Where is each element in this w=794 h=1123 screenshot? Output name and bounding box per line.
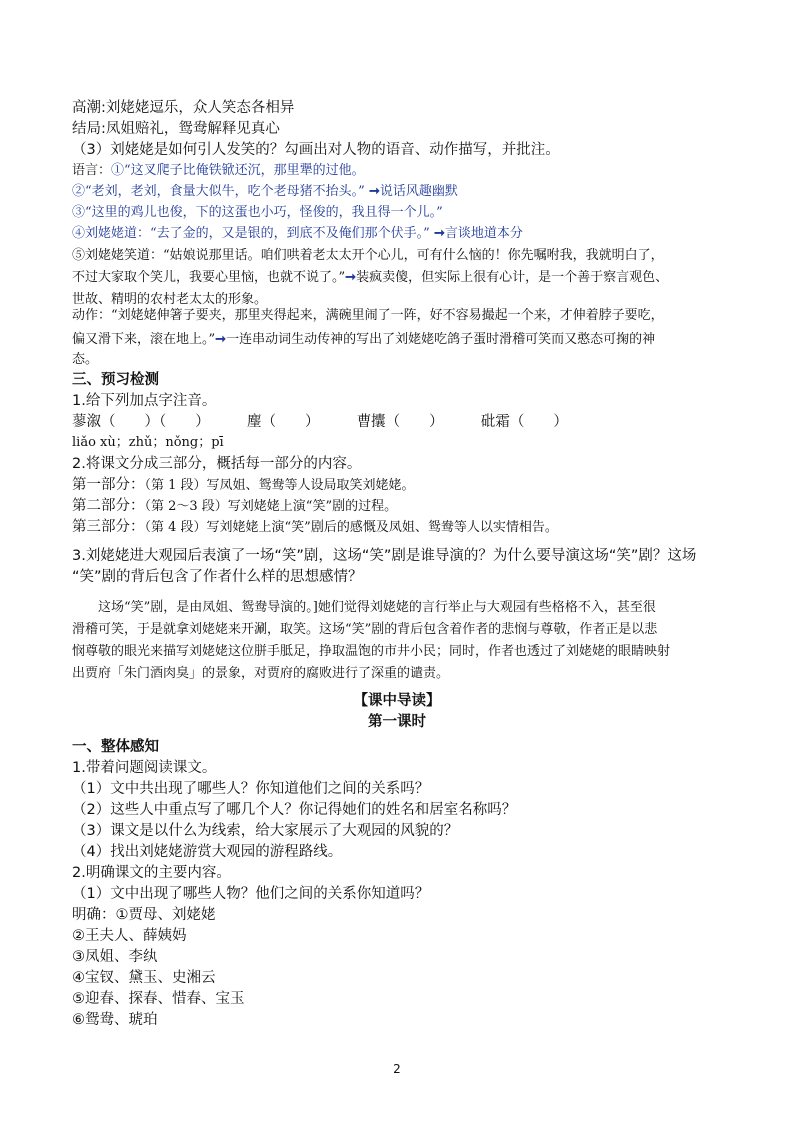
- item4-note: 言谈地道本分: [444, 226, 523, 241]
- clarify-label: 明确：: [72, 907, 116, 923]
- action-line-b: 偏又滑下来，滚在地上。”➞一连串动词生动传神的写出了刘姥姥吃鸽子蛋时滑稽可笑而又憨态可掬的神: [72, 332, 656, 347]
- lesson-title: 第一课时: [368, 714, 426, 730]
- plot-ending: 结局:凤姐赔礼，鸳鸯解释见真心: [72, 121, 280, 137]
- language-item2: ②“老刘，老刘，食量大似牛，吃个老母猪不抬头。” ➞说话风趣幽默: [72, 184, 458, 199]
- people-6: ⑥鸳鸯、琥珀: [72, 1012, 158, 1028]
- answer-line-c: 悯尊敬的眼光来描写刘姥姥这位胼手胝足，挣取温饱的市井小民；同时，作者也透过了刘姥姥的眼睛映射: [72, 644, 671, 659]
- section3-title: 三、预习检测: [72, 372, 159, 388]
- language-item5b: 不过大家取个笑儿，我要心里恼，也就不说了。”➞装疯卖傻，但实际上很有心计，是一个善于察言观色、: [72, 270, 669, 285]
- answer-line-d: 出贾府「朱门酒肉臭」的景象，对贾府的腐败进行了深重的谴责。: [72, 666, 450, 681]
- action-note-a: 一连串动词生动传神的写出了刘姥姥吃鸽子蛋时滑稽可笑而又憨态可掬的神: [226, 332, 656, 347]
- arrow-icon: ➞: [345, 270, 357, 285]
- q3-question: （3）刘姥姥是如何引人发笑的？勾画出对人物的语音、动作描写，并批注。: [72, 142, 560, 158]
- section3-q2: 2.将课文分成三部分，概括每一部分的内容。: [72, 456, 362, 472]
- item5-note: 装疯卖傻，但实际上很有心计，是一个善于察言观色、: [356, 270, 669, 285]
- arrow-icon: ➞: [433, 226, 445, 241]
- word-4: 砒霜（ ）: [480, 414, 568, 430]
- section3-q3b: “笑”剧的背后包含了作者什么样的思想感情？: [72, 569, 363, 585]
- section1-q1: 1.带着问题阅读课文。: [72, 760, 217, 776]
- section3-q1: 1.给下列加点字注音。: [72, 393, 217, 409]
- section1-q2s1: （1）文中出现了哪些人物？他们之间的关系你知道吗？: [72, 886, 430, 902]
- action-note-b: 态。: [72, 352, 99, 367]
- plot-climax: 高潮:刘姥姥逗乐，众人笑态各相异: [72, 100, 295, 116]
- section1-s4: （4）找出刘姥姥游赏大观园的游程路线。: [72, 844, 343, 860]
- item1-text: ①“这叉爬子比俺铁锨还沉，那里犟的过他。: [111, 163, 365, 178]
- pinyin-words: [72, 412, 734, 432]
- arrow-icon: ➞: [368, 184, 380, 199]
- arrow-icon: ➞: [215, 332, 227, 347]
- part-2: 第二部分：（第 2～3 段）写刘姥姥上演“笑”剧的过程。: [72, 498, 398, 514]
- language-item3: ③“这里的鸡儿也俊，下的这蛋也小巧，怪俊的，我且得一个儿。”: [72, 205, 443, 220]
- people-3: ③凤姐、李纨: [72, 949, 158, 965]
- people-1: ①贾母、刘姥姥: [115, 907, 216, 923]
- guide-title: 【课中导读】: [353, 693, 441, 709]
- language-item5a: ⑤刘姥姥笑道：“姑娘说那里话。咱们哄着老太太开个心儿，可有什么恼的！你先嘱咐我，我就明白了，: [72, 248, 664, 263]
- language-item4: ④刘姥姥道：“去了金的，又是银的，到底不及俺们那个伏手。” ➞言谈地道本分: [72, 226, 523, 241]
- section1-title: 一、整体感知: [72, 739, 159, 755]
- clarify-line: [72, 905, 734, 925]
- part-1: 第一部分：（第 1 段）写凤姐、鸳鸯等人设局取笑刘姥姥。: [72, 477, 415, 493]
- language-item1: [72, 161, 734, 181]
- people-2: ②王夫人、薛姨妈: [72, 928, 187, 944]
- section1-q2: 2.明确课文的主要内容。: [72, 865, 231, 881]
- word-3: 曹攮（ ）: [356, 414, 444, 430]
- language-item5c: 世故、精明的农村老太太的形象。: [72, 292, 268, 307]
- part-3: 第三部分：（第 4 段）写刘姥姥上演“笑”剧后的感慨及凤姐、鸳鸯等人以实情相告。: [72, 519, 558, 535]
- page-number: 2: [393, 1062, 401, 1076]
- section3-q3a: 3.刘姥姥进大观园后表演了一场“笑”剧，这场“笑”剧是谁导演的？为什么要导演这场“笑”剧？这场: [72, 548, 697, 564]
- people-4: ④宝钗、黛玉、史湘云: [72, 970, 216, 986]
- section1-s1: （1）文中共出现了哪些人？你知道他们之间的关系吗？: [72, 781, 430, 797]
- word-1: 蓼溆（ ）（ ）: [72, 414, 210, 430]
- answer-line-a: 这场“笑”剧，是由凤姐、鸳鸯导演的。]她们觉得刘姥姥的言行举止与大观园有些格格不入，甚至很: [98, 600, 656, 615]
- section1-s2: （2）这些人中重点写了哪几个人？你记得她们的姓名和居室名称吗？: [72, 802, 517, 818]
- word-2: 麈（ ）: [246, 414, 320, 430]
- action-line-a: 动作：“刘姥姥伸箸子要夹，那里夹得起来，满碗里闹了一阵，好不容易撮起一个来，才伸着脖子要吃，: [72, 308, 664, 323]
- people-5: ⑤迎春、探春、惜春、宝玉: [72, 991, 245, 1007]
- language-label: 语言：: [72, 163, 112, 178]
- pinyin-answer: liǎo xù；zhǔ；nǒng；pī: [72, 435, 224, 450]
- section1-s3: （3）课文是以什么为线索，给大家展示了大观园的风貌的？: [72, 823, 459, 839]
- answer-line-b: 滑稽可笑，于是就拿刘姥姥来开涮，取笑。这场“笑”剧的背后包含着作者的悲悯与尊敬，作者正是以悲: [72, 622, 658, 637]
- item2-note: 说话风趣幽默: [379, 184, 458, 199]
- action-label: 动作：: [72, 308, 112, 323]
